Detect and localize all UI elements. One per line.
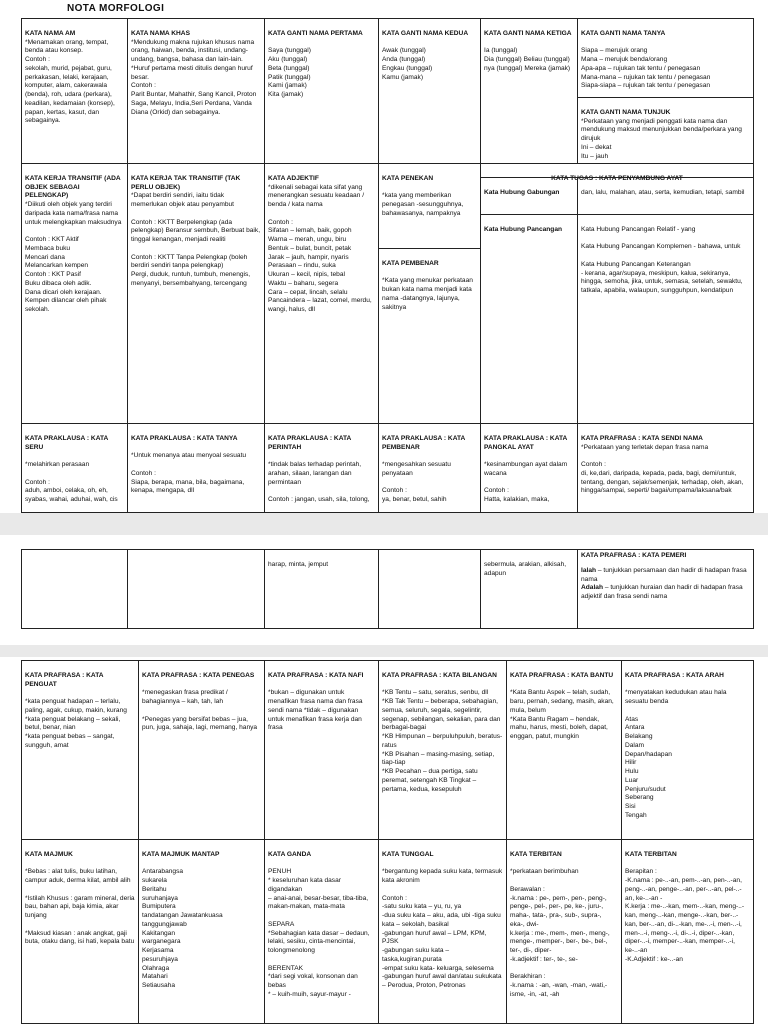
hubung-pancangan-label [480,214,578,424]
cont-perintah [264,549,379,629]
cell-heading: KATA KERJA TAK TRANSITIF (TAK PERLU OBJEK) [131,174,241,191]
cell-body: *Diikuti oleh objek yang terdiri daripada kata nama/frasa nama untuk melengkapkan maksudnya Contoh : KKT Aktif Membaca buku Mencari dana Melancarkan kempen Contoh : KKT Pasif Buku dibaca oleh adik. Dana dicari oleh kerajaan. Kempen dilancar oleh pihak sekolah. [25,201,122,314]
cell-kata-penguat [21,660,139,840]
cell-heading: KATA TERBITAN [510,850,562,858]
cell-body: *Mendukung makna rujukan khusus nama orang, haiwan, benda, institusi, undang-undang, bangsa, bahasa dan lain-lain. *Huruf pertama mesti ditulis dengan huruf besar. Contoh : Parit Buntar, Mahathir, Sang Kancil, Proton Saga, Melayu, India,Seri Perdana, Vanda Diana (Orkid) dan sebagainya. [131,38,257,116]
tugas-header-text: KATA TUGAS : KATA PENYAMBUNG AYAT [551,174,683,182]
cell-body: *Dapat berdiri sendiri, iaitu tidak memerlukan objek atau penyambut Contoh : KKTT Berpelengkap (ada pelengkap) Beransur sembuh, Berbuat baik, tinggal kenangan, menjadi realiti Contoh : KKTT Tanpa Pelengkap (boleh berdiri sendiri tanpa pelengkap) Pergi, duduk, runtuh, tumbuh, menengis, menyanyi, bersembahyang, tercengang [131,192,261,287]
cell-body: *Kata yang menukar perkataan bukan kata nama menjadi kata nama -datangnya, lajunya, sakitnya [382,277,473,311]
cell-body: *Bebas : alat tulis, buku latihan, campur aduk, derma kilat, ambil alih *Istilah Khusus : garam mineral, deria bau, bahan api, baja kimia, akar tunjang *Maksud kiasan : anak angkat, gaji buta, otaku dang, isi hati, kepala batu [25,868,135,946]
cell-heading: KATA PRAKLAUSA : KATA PEMBENAR [382,434,466,451]
cell-heading: KATA PRAFRASA : KATA SENDI NAMA [581,434,703,442]
cell-kata-pembenar [378,423,481,513]
cell-body: *Perkataan yang menjadi penggati kata nama dan mendukung maksud menunjukkan benda/perkara yang dirujuk Ini – dekat Itu – jauh [581,117,742,160]
cell-kata-pangkal-ayat [480,423,578,513]
adalah-label: Adalah [581,584,603,592]
cell-heading: KATA PRAFRASA : KATA BANTU [510,671,614,679]
cell-heading: KATA PENEKAN [382,174,434,182]
cell-body: *menegaskan frasa predikat / bahagiannya – kah, tah, lah *Penegas yang bersifat bebas – jua, pun, juga, sahaja, lagi, memang, hanya [142,689,258,732]
cell-body: *Menamakan orang, tempat, benda atau konsep. Contoh : sekolah, murid, pejabat, guru, perkakasan, lelaki, kerajaan, komputer, alam, cakerawala (benda), roh, udara (perkara), keadilan, kedamaian (konsep), papan, kertas, kasut, dan sebagainya. [25,38,115,125]
document-page-2 [0,535,768,645]
cell-body: *mengesahkan sesuatu penyataan Contoh : ya, benar, betul, sahih [382,461,451,504]
cell-kata-tunggal [378,839,507,1024]
cell-heading: KATA GANDA [268,850,312,858]
cell-kata-pembenar-nama [378,248,481,424]
cont-text: harap, minta, jemput [268,560,329,568]
cell-body: *bergantung kepada suku kata, termasuk kata akronim Contoh : -satu suku kata – yu, ru, ya -dua suku kata – aku, ada, ubi -tiga suku kata – sekolah, basikal -gabungan huruf awal – LPM, KPM, PJSK -gabungan suku kata – taska,kugiran,purata -empat suku kata- keluarga, selesema -gabungan huruf awal dan/atau sukukata – Perodua, Proton, Petronas [382,868,503,990]
cell-body: Berapitan : -K.nama : pe-..-an, pem-..-an, pen-..-an, peng-..-an, penge-..-an, per-..-an, pel-..-an, ke-..-an - K.kerja : me-..-kan, mem-..-kan, meng-..-kan, meng-..-kan, menge-..-kan, ber-..-kan, ber-..-an, di-..-kan, me-..-i, men-..-i, men-..-i, meng-..-i, di-..-i, diper-..-kan, diper-..-i, memper-..-kan, memper-..-i, ke-..-an -K.Adjektif : ke-..-an [625,868,745,963]
cell-body: Saya (tunggal) Aku (tunggal) Beta (tunggal) Patik (tunggal) Kami (jamak) Kita (jamak) [268,47,311,99]
cell-body: Awak (tunggal) Anda (tunggal) Engkau (tunggal) Kamu (jamak) [382,47,433,81]
cell-kata-arah [621,660,754,840]
cell-body: *bukan – digunakan untuk menafikan frasa nama dan frasa sendi nama *tidak – digunakan untuk menafikan frasa kerja dan frasa [268,689,363,732]
ialah-text: – tunjukkan persamaan dan hadir di hadapan frasa nama [581,566,747,583]
cell-heading: KATA ADJEKTIF [268,174,319,182]
cell-heading: KATA PRAKLAUSA : KATA PERINTAH [268,434,352,451]
hubung-gabungan-text [577,177,754,215]
cell-body: PENUH * keseluruhan kata dasar digandakan – anai-anai, besar-besar, tiba-tiba, makan-makan, mata-mata SEPARA *Sebahagian kata dasar – dedaun, lelaki, sesiku, cinta-mencintai, tolongmenolong BERENTAK *dari segi vokal, konsonan dan bebas * – kuih-muih, sayur-mayur - [268,868,370,999]
cell-body: Ia (tunggal) Dia (tunggal) Beliau (tunggal) nya (tunggal) Mereka (jamak) [484,47,571,72]
cell-body: *menyatakan kedudukan atau hala sesuatu benda Atas Antara Belakang Dalam Depan/hadapan Hilir Hulu Luar Penjuru/sudut Seberang Sisi Tengah [625,689,727,820]
cell-kata-sendi-nama [577,423,754,513]
cell-body: *Untuk menanya atau menyoal sesuatu Contoh : Siapa, berapa, mana, bila, bagaimana, kenapa, mengapa, dll [131,452,247,495]
cell-body: *kesinambungan ayat dalam wacana Contoh : Hatta, kalakian, maka, [484,461,568,504]
cell-heading: KATA GANTI NAMA TANYA [581,29,666,37]
hubung-gabungan-label [480,177,578,215]
cell-body: *dikenali sebagai kata sifat yang menerangkan sesuatu keadaan / benda / kata nama Contoh : Sifatan – lemah, baik, gopoh Warna – merah, ungu, biru Bentuk – bulat, buncit, petak Jarak – jauh, hampir, nyaris Perasaan – rindu, suka Ukuran – kecil, nipis, tebal Waktu – baharu, segera Cara – cepat, lincah, selalu Pancaindera – lazat, comel, merdu, wangi, halus, dll [268,183,372,314]
cell-body: *tindak balas terhadap perintah, arahan, silaan, larangan dan permintaan Contoh : jangan, usah, sila, tolong, [268,461,370,504]
cell-kata-ganda [264,839,379,1024]
cell-ganti-nama-tunjuk [577,97,754,164]
hubung-text: Kata Hubung Pancangan Relatif - yang Kata Hubung Pancangan Komplemen - bahawa, untuk Kata Hubung Pancangan Keterangan - kerana, agar/supaya, meskipun, kalua, sekiranya, hingga, semoha, jika, untuk, semasa, setelah, sewaktu, tatkala, apabila, walaupun, sungguhpun, kendatipun [581,225,743,295]
hubung-text: dan, lalu, malahan, atau, serta, kemudian, tetapi, sambil [581,188,745,196]
cell-body: *Kata Bantu Aspek – telah, sudah, baru, pernah, sedang, masih, akan, mula, belum *Kata Bantu Ragam – hendak, mahu, harus, mesti, boleh, dapat, enggan, patut, mungkin [510,689,614,741]
cell-heading: KATA MAJMUK MANTAP [142,850,220,858]
cell-kata-nafi [264,660,379,840]
cell-ganti-nama-pertama [264,18,379,164]
cell-kata-seru [21,423,128,513]
cell-body: *melahirkan perasaan Contoh : aduh, amboi, celaka, oh, eh, syabas, wahai, aduhai, wah, cis [25,461,118,504]
cell-body: Siapa – merujuk orang Mana – merujuk benda/orang Apa-apa – rujukan tak tentu / penegasan Mana-mana – rujukan tak tentu / penegasan Siapa-siapa – rujukan tak tentu / penegasan [581,47,711,90]
cell-heading: KATA PRAFRASA : KATA PENGUAT [25,671,104,688]
cell-heading: KATA GANTI NAMA TUNJUK [581,108,671,116]
cell-heading: KATA PRAKLAUSA : KATA SERU [25,434,109,451]
cell-heading: KATA PRAFRASA : KATA PEMERI [581,552,687,559]
cell-heading: KATA PRAFRASA : KATA PENEGAS [142,671,255,679]
cont-text: sebermula, arakian, alkisah, adapun [484,560,567,577]
cell-heading: KATA KERJA TRANSITIF (ADA OBJEK SEBAGAI PELENGKAP) [25,174,121,200]
hubung-label: Kata Hubung Pancangan [484,225,563,233]
cell-kata-penekan [378,163,481,249]
cell-heading: KATA MAJMUK [25,850,73,858]
cont-col-1 [21,549,128,629]
cell-heading: KATA PRAKLAUSA : KATA TANYA [131,434,238,442]
cell-kata-nama-khas [127,18,265,164]
ialah-label: Ialah [581,566,597,574]
cell-heading: KATA NAMA KHAS [131,29,190,37]
hubung-pancangan-text [577,214,754,424]
hubung-label: Kata Hubung Gabungan [484,188,560,196]
cell-kata-nama-am [21,18,128,164]
cell-kata-kerja-tak-transitif [127,163,265,424]
tugas-header [480,163,754,182]
cont-col-4 [378,549,481,629]
cell-body: *kata penguat hadapan – terlalu, paling, agak, cukup, makin, kurang *kata penguat belakang – sekali, betul, benar, nian *kata penguat bebas – sangat, sungguh, amat [25,698,127,749]
cell-heading: KATA GANTI NAMA KETIGA [484,29,572,37]
cont-col-2 [127,549,265,629]
cell-body: *perkataan berimbuhan Berawalan : -k.nama : pe-, pem-, pen-, peng-, penge-, pel-, per-, pe, ke-, juru-, maha-, tata-, pra-, sub-, supra-, eka-, dwi- k.kerja : me-, mem-, men-, meng-, menge-, memper-, ber-, be-, bel-, ter-, di-, diper- -k.adjektif : ter-, te-, se- Berakhiran : -k.nama : -an, -wan, -man, -wati,-isme, -in, -at, -ah [510,868,610,999]
cell-ganti-nama-tanya [577,18,754,98]
cell-kata-perintah [264,423,379,513]
cell-kata-majmuk [21,839,139,1024]
cell-kata-majmuk-mantap [138,839,265,1024]
cell-ganti-nama-kedua [378,18,481,164]
cont-pangkal [480,549,578,629]
cell-kata-kerja-transitif [21,163,128,424]
cell-body: *Perkataan yang terletak depan frasa nama Contoh : di, ke,dari, daripada, kepada, pada, bagi, demi/untuk, tentang, dengan, sejak/semenjak, terhadap, oleh, akan, hingga/sampai, seperti/ bagai/umpama/laksana/bak [581,443,744,495]
cell-heading: KATA PRAFRASA : KATA ARAH [625,671,724,679]
cell-body: *KB Tentu – satu, seratus, senbu, dll *KB Tak Tentu – beberapa, sebahagian, semua, seluruh, segala, segelintir, segenap, sebilangan, sekalian, para dan berbagai-bagai *KB Himpunan – berpuluhpuluh, beratus-ratus *KB Pisahan – masing-masing, setiap, tiap-tiap *KB Pecahan – dua pertiga, satu peremat, setengah KB Tingkat – pertama, kedua, kesepuluh [382,689,503,793]
cell-kata-bilangan [378,660,507,840]
cell-heading: KATA TERBITAN [625,850,677,858]
document-page-3 [0,657,768,1024]
cell-body: Antarabangsa sukarela Beritahu suruhanjaya Bumiputera tandatangan Jawatankuasa tanggungjawab Kakitangan warganegara Kerjasama pesuruhjaya Olahraga Matahari Setiausaha [142,868,223,990]
cell-heading: KATA PRAFRASA : KATA BILANGAN [382,671,497,679]
cell-kata-terbitan-2 [621,839,754,1024]
cell-heading: KATA NAMA AM [25,29,76,37]
cell-heading: KATA PEMBENAR [382,259,439,267]
cell-heading: KATA PRAFRASA : KATA NAFI [268,671,364,679]
adalah-text: – tunjukkan huraian dan hadir di hadapan frasa adjektif dan frasa sendi nama [581,584,743,601]
cell-kata-bantu [506,660,622,840]
cell-ganti-nama-ketiga [480,18,578,164]
cell-kata-penegas [138,660,265,840]
cell-kata-pemeri [577,549,754,629]
cell-heading: KATA PRAKLAUSA : KATA PANGKAL AYAT [484,434,568,451]
cell-kata-adjektif [264,163,379,424]
cell-heading: KATA GANTI NAMA KEDUA [382,29,469,37]
cell-heading: KATA GANTI NAMA PERTAMA [268,29,363,37]
document-title: NOTA MORFOLOGI [67,3,165,14]
cell-kata-tanya [127,423,265,513]
cell-kata-terbitan-1 [506,839,622,1024]
cell-body: *kata yang memberikan penegasan -sesungguhnya, bahawasanya, nampaknya [382,192,464,217]
cell-heading: KATA TUNGGAL [382,850,434,858]
